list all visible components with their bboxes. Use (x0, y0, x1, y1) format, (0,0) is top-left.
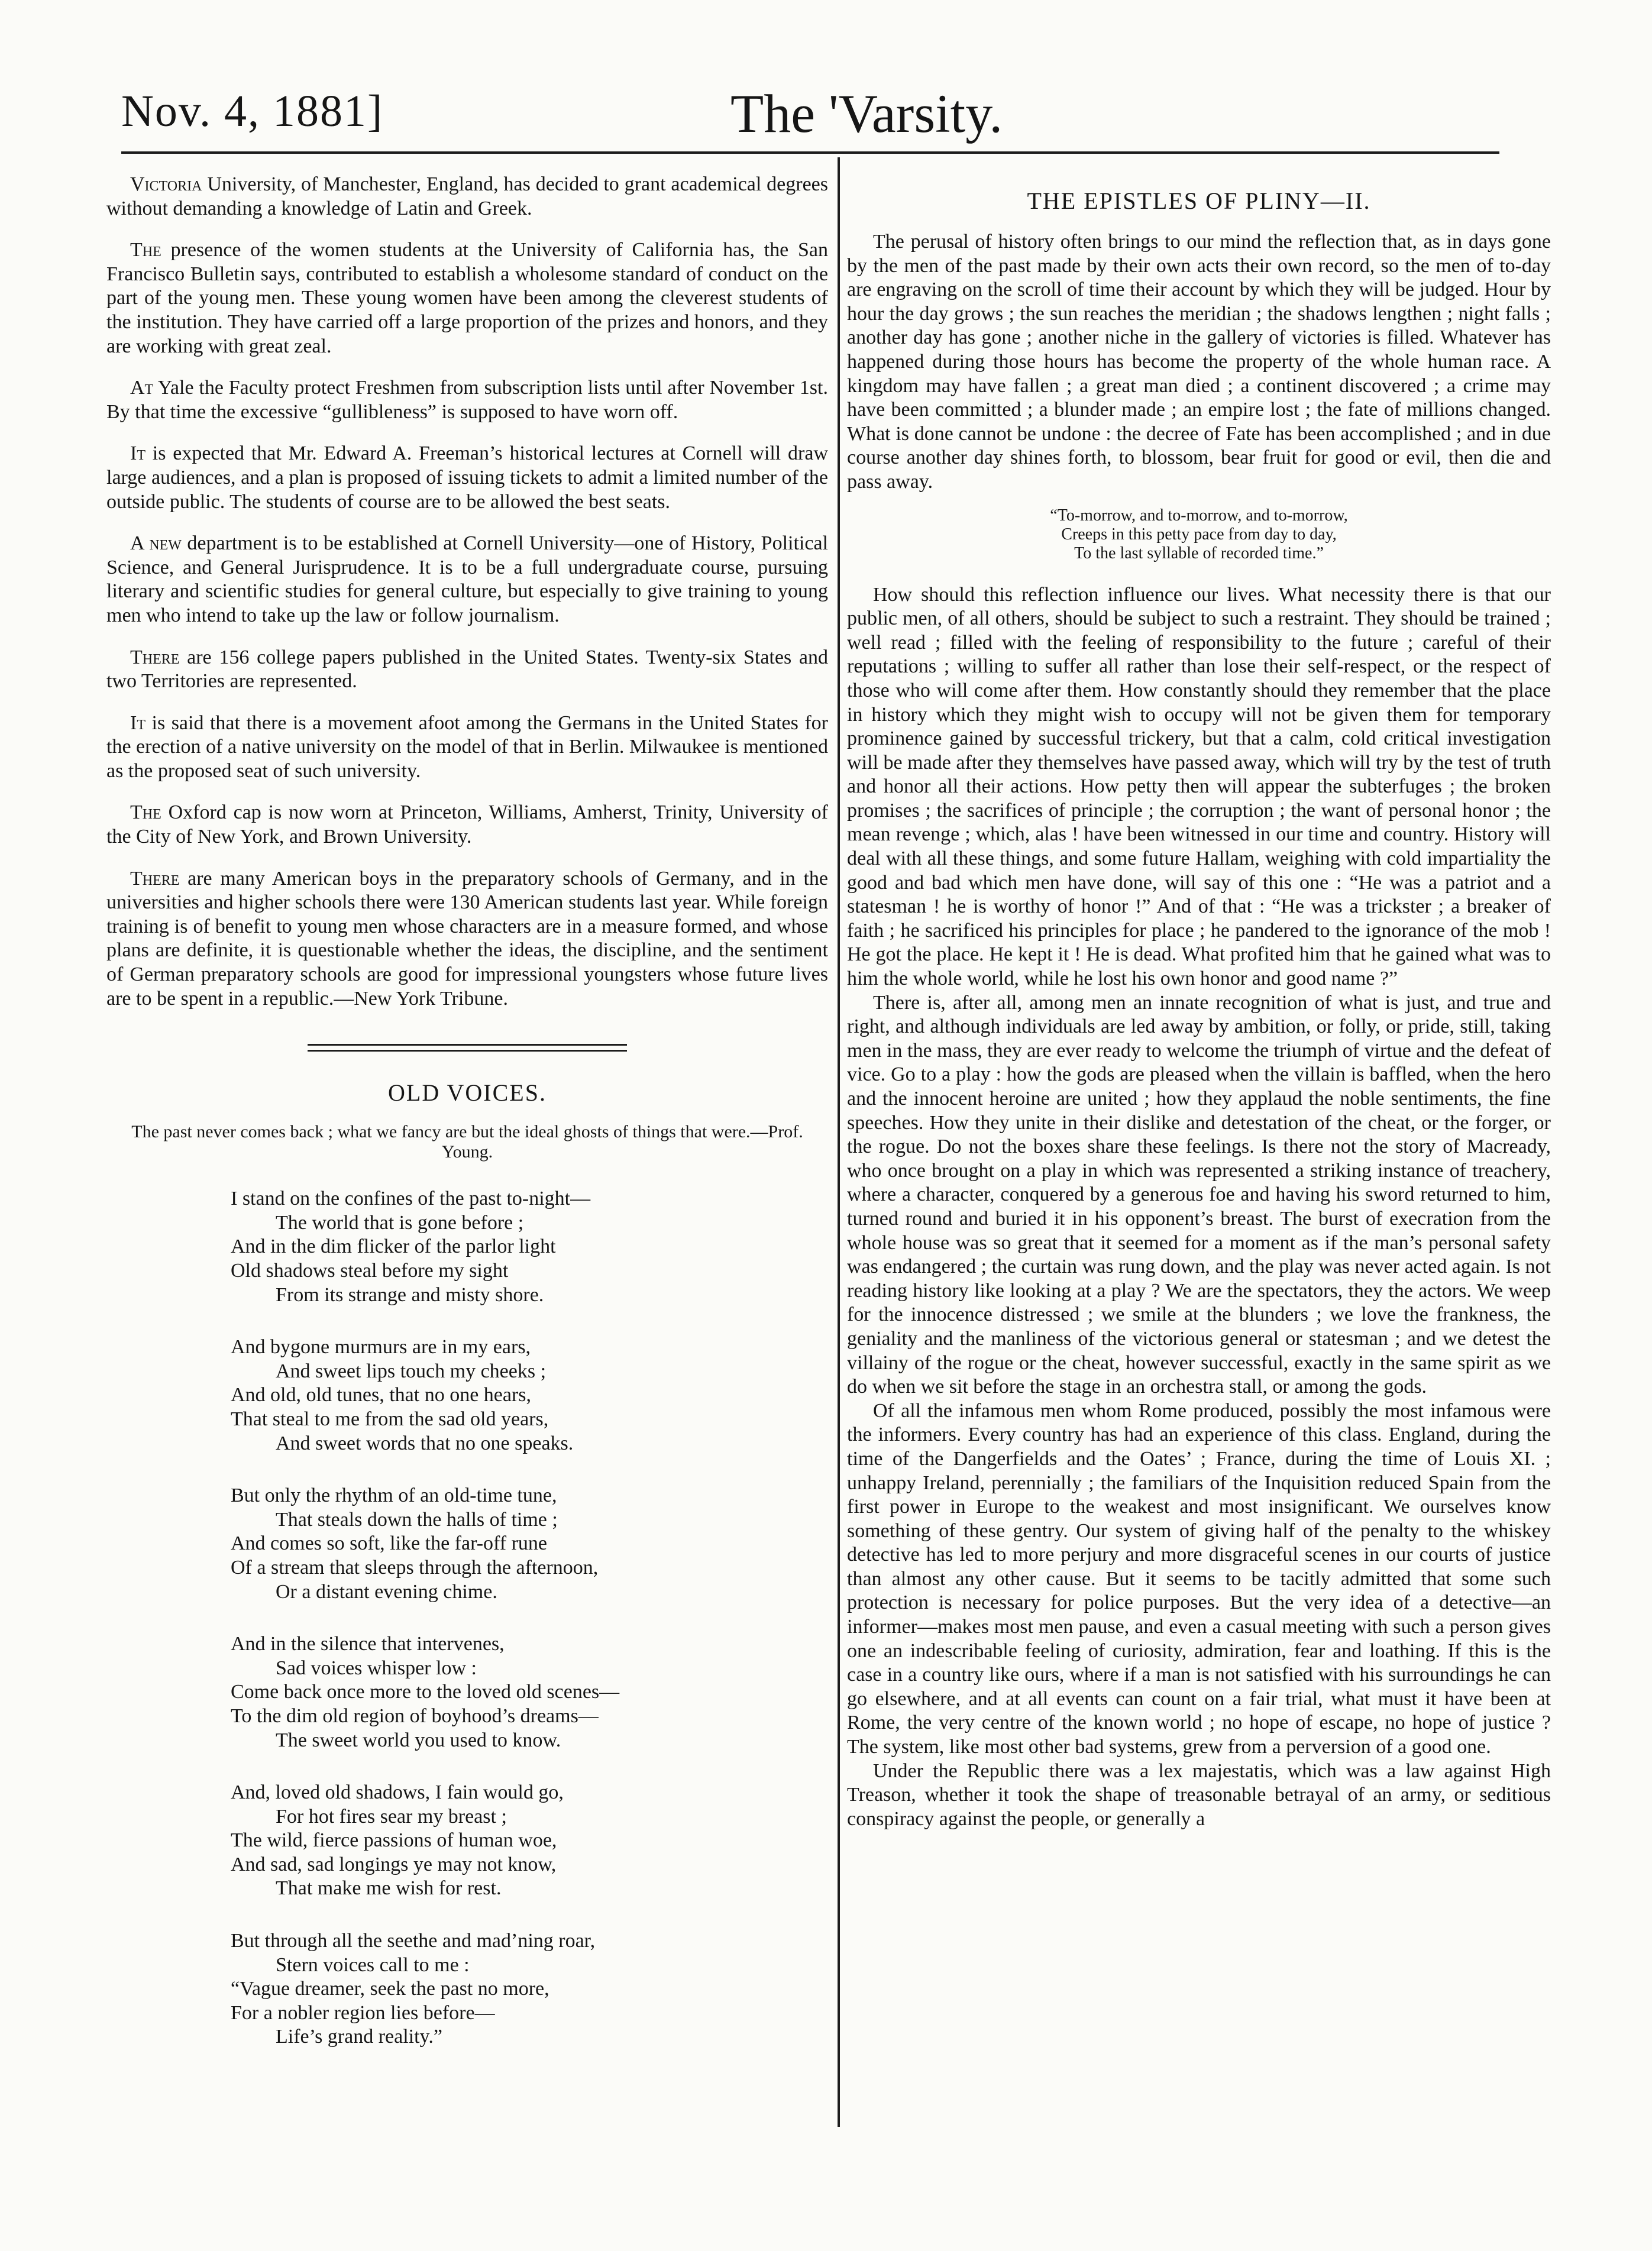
news-item-lead: There (130, 867, 180, 890)
poem-line: The world that is gone before ; (276, 1211, 524, 1234)
poem-line: And in the dim flicker of the parlor light (231, 1236, 556, 1258)
journal-title: The 'Varsity. (730, 83, 1003, 144)
left-column (106, 173, 828, 2124)
news-item-lead: Victoria (130, 173, 202, 195)
poem-line: Of a stream that sleeps through the afternoon, (231, 1556, 599, 1579)
poem-line: “Vague dreamer, seek the past no more, (231, 1978, 549, 2000)
poem-epigraph: The past never comes back ; what we fancy are but the ideal ghosts of things that were.—Prof. Young. (131, 1122, 803, 1162)
poem-title: OLD VOICES. (388, 1079, 547, 1107)
news-item (106, 376, 828, 424)
news-item-text: is expected that Mr. Edward A. Freeman’s historical lectures at Cornell will draw large audiences, and a plan is proposed of issuing tickets to admit a limited number of the outside public. The students of course are to be allowed the best seats. (106, 442, 828, 513)
news-item-lead: It (130, 711, 146, 734)
poem-line: The wild, fierce passions of human woe, (231, 1829, 557, 1852)
poem-stanza (231, 1929, 828, 2049)
news-item-text: is said that there is a movement afoot among the Germans in the United States for the erection of a native university on the model of that in Berlin. Milwaukee is mentioned as the proposed seat of such university. (106, 711, 828, 782)
news-item-lead: There (130, 646, 180, 668)
quote-line: “To-morrow, and to-morrow, and to-morrow, (1050, 506, 1348, 525)
poem-stanza (231, 1187, 828, 1307)
poem-stanza (231, 1335, 828, 1456)
quote-line: Creeps in this petty pace from day to day, (1061, 525, 1337, 544)
poem-line: For a nobler region lies before— (231, 2001, 495, 2024)
news-item-text: department is to be established at Cornell University—one of History, Political Science, and General Jurisprudence. It is to be a full undergraduate course, pursuing literary and scientific studies for general culture, but especially to give training to young men who intend to take up the law or follow journalism. (106, 532, 828, 626)
poem-line: And in the silence that intervenes, (231, 1633, 505, 1655)
news-item-text: Yale the Faculty protect Freshmen from subscription lists until after November 1st. By that time the excessive “gullibleness” is supposed to have worn off. (106, 377, 828, 423)
article-quote (847, 506, 1551, 563)
poem-line: And old, old tunes, that no one hears, (231, 1384, 532, 1406)
news-item-lead: The (130, 801, 161, 824)
header-rule (121, 151, 1499, 154)
news-item-lead: It (130, 442, 146, 465)
article-paragraph: How should this reflection influence our lives. What necessity there is that our public men, of all others, should be subject to such a restraint. They should be trained ; well read ; filled with the feeling of responsibility to the future ; careful of their reputations ; willing to suffer all rather than lose their self-respect, or the respect of those who will come after them. How constantly should they remember that the place in history which they might wish to occupy will not be given them for temporary prominence gained by successful trickery, but that a calm, cold critical investigation will be made after they themselves have passed away, which will try by the test of truth and honor all their actions. How petty then will appear the subterfuges ; the broken promises ; the sacrifices of principle ; the corruption ; the want of personal honor ; the mean revenge ; which, alas ! have been witnessed in our time and country. History will deal with all these things, and some future Hallam, weighing with cold impartiality the good and bad which men have done, will say of this one : “He was a patriot and a statesman ! he is worthy of honor !” And of that : “He was a trickster ; a breaker of faith ; he sacrificed his principles for place ; he pandered to the ignorance of the mob ! He got the place. He kept it ! He is dead. What profited him that he gained what was to him the whole world, while he lost his own honor and good name ?” (847, 583, 1551, 990)
news-item (106, 532, 828, 628)
article-paragraph: Under the Republic there was a lex majestatis, which was a law against High Treason, whether it took the shape of treasonable betrayal of an army, or seditious conspiracy against the people, or generally a (847, 1760, 1551, 1830)
poem-line: But through all the seethe and mad’ning roar, (231, 1930, 596, 1952)
poem-line: But only the rhythm of an old-time tune, (231, 1485, 557, 1507)
poem-line: Come back once more to the loved old scenes— (231, 1681, 620, 1703)
poem-line: To the dim old region of boyhood’s dreams— (231, 1705, 599, 1727)
news-item-lead: A new (130, 532, 182, 555)
news-item-text: Oxford cap is now worn at Princeton, Williams, Amherst, Trinity, University of the City of New York, and Brown University. (106, 801, 828, 848)
article-paragraph: The perusal of history often brings to our mind the reflection that, as in days gone by the men of the past made by their own acts their own record, so the men of to-day are engraving on the scroll of time their account by which they will be judged. Hour by hour the day grows ; the sun reaches the meridian ; the shadows lengthen ; night falls ; another day has gone ; another niche in the gallery of victories is filled. Whatever has happened during those hours has become the property of the whole human race. A kingdom may have fallen ; a great man died ; a continent discovered ; a crime may have been committed ; a blunder made ; an empire lost ; the fate of millions changed. What is done cannot be undone : the decree of Fate has been accomplished ; and in due course another day shines forth, to blossom, bear fruit for good or evil, then die and pass away. (847, 231, 1551, 493)
poem-line: Stern voices call to me : (276, 1954, 470, 1976)
poem-line: For hot fires sear my breast ; (276, 1805, 507, 1828)
poem-line: And, loved old shadows, I fain would go, (231, 1781, 564, 1804)
poem-line: And sad, sad longings ye may not know, (231, 1853, 557, 1875)
poem-stanza (231, 1781, 828, 1901)
poem-line: Life’s grand reality.” (276, 2026, 442, 2048)
poem-line: Or a distant evening chime. (276, 1580, 497, 1603)
news-item-text: presence of the women students at the University of California has, the San Francisco Bulletin says, contributed to establish a wholesome standard of conduct on the part of the young men. These young women have been among the cleverest students of the institution. They have carried off a large proportion of the prizes and honors, and they are working with great zeal. (106, 239, 828, 357)
news-item (106, 711, 828, 784)
poem-line: And sweet lips touch my cheeks ; (276, 1360, 547, 1382)
poem-line: The sweet world you used to know. (276, 1729, 561, 1751)
poem-line: Old shadows steal before my sight (231, 1260, 509, 1282)
poem-line: That make me wish for rest. (276, 1877, 502, 1900)
poem-line: And bygone murmurs are in my ears, (231, 1336, 531, 1359)
news-item (106, 173, 828, 221)
news-item-text: University, of Manchester, England, has decided to grant academical degrees without demanding a knowledge of Latin and Greek. (106, 173, 828, 219)
news-item (106, 646, 828, 694)
news-item (106, 801, 828, 849)
poem-line: And sweet words that no one speaks. (276, 1432, 574, 1454)
column-rule (838, 157, 840, 2127)
poem-line: From its strange and misty shore. (276, 1283, 544, 1306)
news-item-text: are many American boys in the preparatory schools of Germany, and in the universities and higher schools there were 130 American students last year. While foreign training is of benefit to young men whose characters are in a measure formed, and whose plans are definite, it is questionable whether the ideas, the discipline, and the sentiment of German preparatory schools are good for impressional youngsters whose future lives are to be spent in a republic.—New York Tribune. (106, 867, 828, 1010)
news-item-lead: At (130, 377, 154, 399)
poem-stanza (231, 1632, 828, 1752)
article-title: THE EPISTLES OF PLINY—II. (1027, 187, 1371, 214)
article-paragraph: Of all the infamous men whom Rome produced, possibly the most infamous were the informers. Every country has had an experience of this class. England, during the time of the Dangerfields and the Oates’ ; France, during the time of Louis XI. ; unhappy Ireland, perennially ; the familiars of the Inquisition reduced Spain from the first power in Europe to the weakest and most insignificant. We ourselves know something of these gentry. Our system of giving half of the penalty to the whiskey detective has led to more perjury and more disgraceful scenes in our courts of justice than almost any other cause. But it seems to be tacitly admitted that some such protection is necessary for police purposes. But the very idea of a detective—an informer—makes most men pause, and even a casual meeting with such a person gives one an indescribable feeling of curiosity, admiration, fear and loathing. If this is the case in a country like ours, where if a man is not satisfied with his surroundings he can go elsewhere, and at all events can count on a fair trial, what must it have been at Rome, the very centre of the known world ; no hope of escape, no hope of justice ? The system, like most other bad systems, grew from a perversion of a good one. (847, 1399, 1551, 1758)
right-column (847, 173, 1551, 2219)
news-item (106, 442, 828, 514)
poem-line: I stand on the confines of the past to-night— (231, 1188, 591, 1210)
quote-line: To the last syllable of recorded time.” (1074, 544, 1324, 562)
poem-stanza (231, 1484, 828, 1604)
page-header (121, 62, 1499, 151)
news-item-text: are 156 college papers published in the United States. Twenty-six States and two Territories are represented. (106, 646, 828, 693)
poem-line: That steal to me from the sad old years, (231, 1408, 549, 1430)
poem-line: Sad voices whisper low : (276, 1657, 477, 1679)
news-item (106, 867, 828, 1011)
section-divider (308, 1044, 627, 1052)
news-item-lead: The (130, 239, 161, 261)
poem-line: And comes so soft, like the far-off rune (231, 1532, 547, 1555)
news-item (106, 238, 828, 358)
issue-date: Nov. 4, 1881] (121, 86, 384, 136)
poem-line: That steals down the halls of time ; (276, 1508, 558, 1531)
article-paragraph: There is, after all, among men an innate recognition of what is just, and true and right, and although individuals are led away by ambition, or folly, or pride, still, taking men in the mass, they are ever ready to welcome the triumph of virtue and the defeat of vice. Go to a play : how the gods are pleased when the villain is baffled, when the hero and the innocent heroine are united ; how they applaud the noble sentiments, the fine speeches. How they unite in their dislike and detestation of the cheat, or the forger, or the rogue. Do not the boxes share these feelings. Is there not the story of Macready, who once brought on a play in which was represented a striking instance of treachery, where a character, conquered by a generous foe and having his sword returned to him, turned round and buried it in his opponent’s breast. The burst of execration from the whole house was so great that it seemed for a moment as if the man’s personal safety was endangered ; the curtain was rung down, and the play was never acted again. Is not reading history like looking at a play ? We are the spectators, they the actors. We weep for the innocence distressed ; we smile at the blunders ; we love the frankness, the geniality and the manliness of the victorious general or statesman ; and we detest the villainy of the rogue or the cheat, however successful, exactly in the same spirit as we do when we sit before the stage in an orchestra stall, or among the gods. (847, 991, 1551, 1398)
